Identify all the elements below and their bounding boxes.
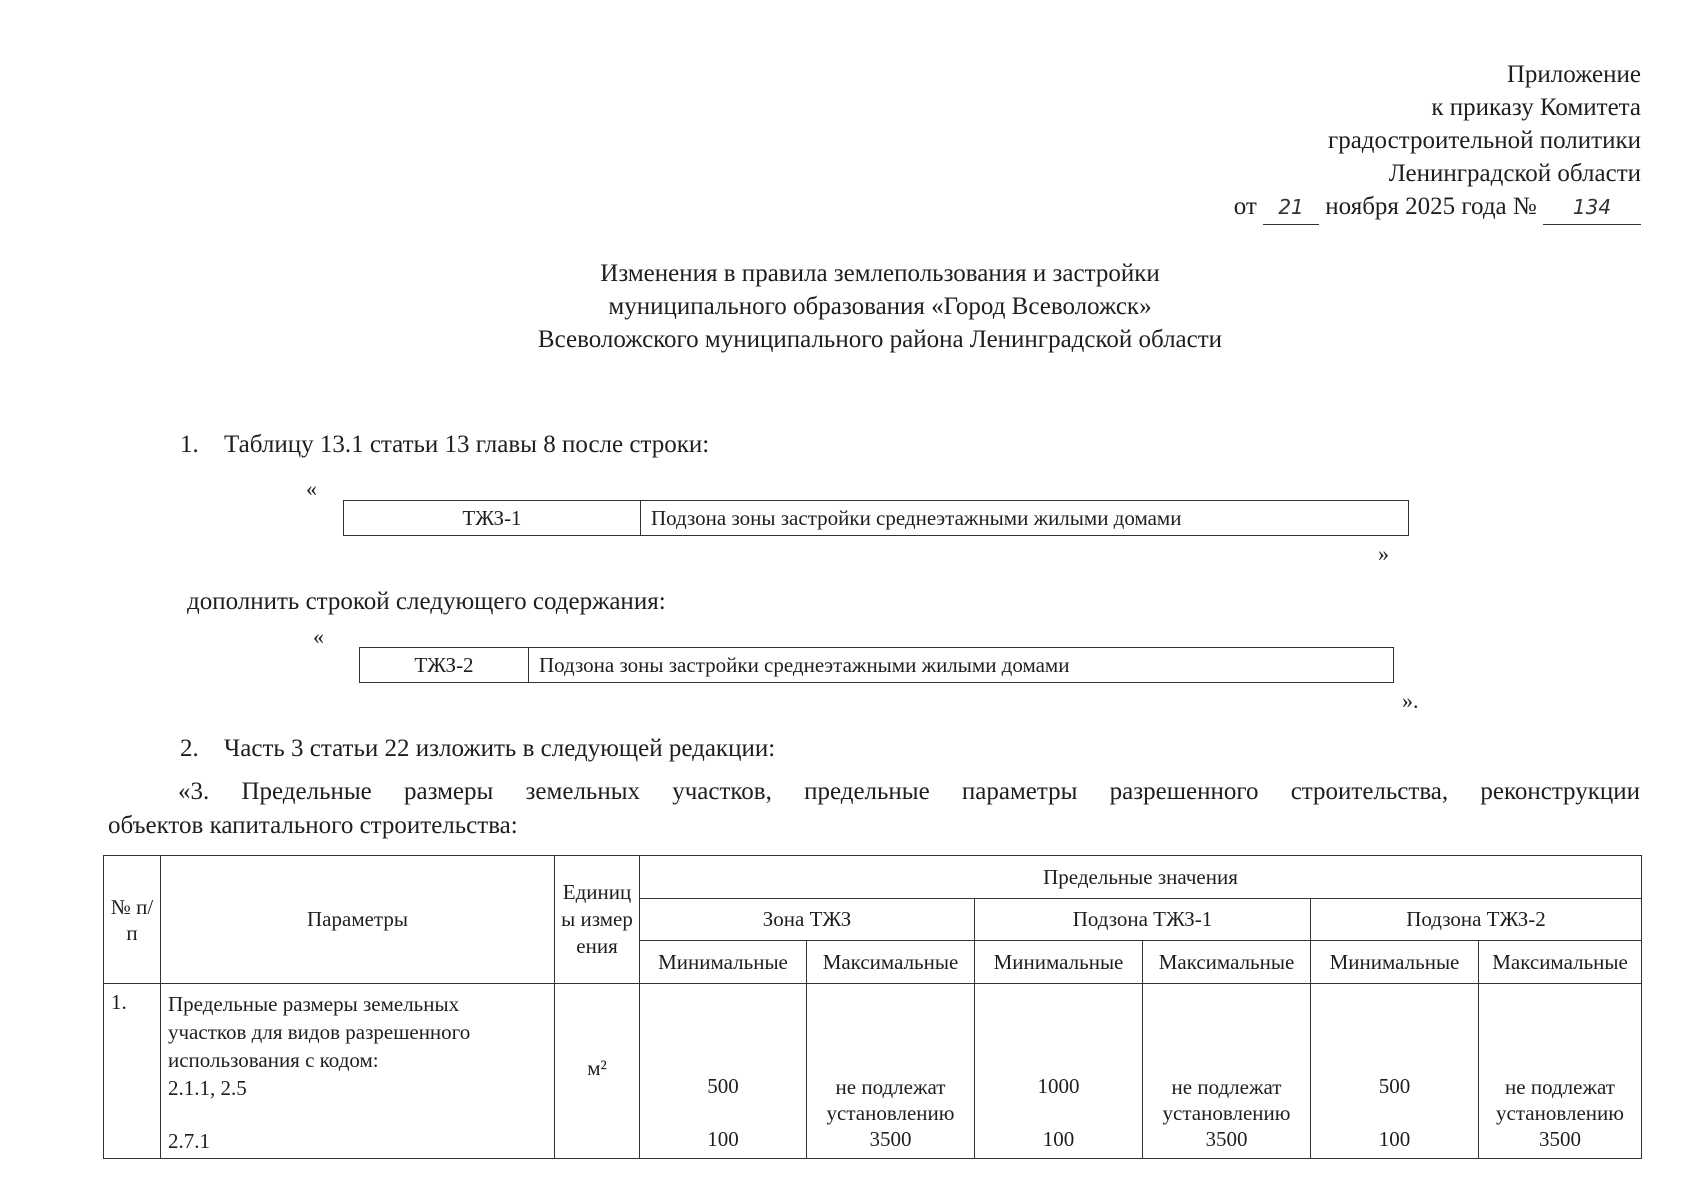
row1-z1-min [640,984,807,1159]
row1-z2-max [1143,984,1311,1159]
order-date-line [1234,190,1641,225]
row1-num: 1. [104,984,161,1159]
item2-number: 2. [180,735,199,762]
item1-text: Таблицу 13.1 статьи 13 главы 8 после строки: [224,431,710,458]
z3-max-header: Максимальные [1479,941,1642,984]
z3-min-b: 100 [1378,1127,1411,1151]
col-num-header: № п/п [104,856,161,984]
appendix-region: Ленинградской области [1388,160,1641,187]
z2-max-a: не подлежат установлению [1162,1075,1291,1125]
appendix-order-ref: к приказу Комитета [1431,94,1641,121]
z1-max-header: Максимальные [807,941,975,984]
row1-unit-value: м² [587,1056,607,1080]
date-prefix: от [1233,193,1257,220]
doc-title-line3: Всеволожского муниципального района Ленинградской области [537,326,1223,353]
row1-param-line3: использования с кодом: [168,1048,379,1072]
open-quote-2: « [313,624,324,649]
item2-text: Часть 3 статьи 22 изложить в следующей редакции: [224,735,776,762]
z2-max-header: Максимальные [1143,941,1311,984]
close-quote-2: ». [1402,688,1419,713]
new-row-table [359,647,1394,683]
item2-quote-line2: объектов капитального строительства: [108,812,518,839]
zone-tzh3-1-header: Подзона ТЖЗ-1 [975,899,1311,941]
z1-min-header: Минимальные [640,941,807,984]
z2-min-b: 100 [1042,1127,1075,1151]
order-number: 134 [1543,191,1641,225]
doc-title-line1: Изменения в правила землепользования и застройки [600,260,1160,287]
item1-number: 1. [180,431,199,458]
appendix-committee: градостроительной политики [1327,127,1641,154]
new-row-desc: Подзона зоны застройки среднеэтажными жилыми домами [529,648,1394,683]
doc-title-line2: муниципального образования «Город Всеволожск» [608,293,1152,320]
row1-code-b: 2.7.1 [168,1129,210,1153]
open-quote: « [306,476,317,501]
z1-min-b: 100 [707,1127,739,1151]
limits-table [103,855,1642,1159]
date-day: 21 [1263,191,1319,225]
item2-quote [108,775,1640,843]
row1-z3-max [1479,984,1642,1159]
limits-header: Предельные значения [640,856,1642,899]
col-units-header: Единицы измерения [555,856,640,984]
z3-max-b: 3500 [1539,1127,1581,1151]
z3-max-a: не подлежат установлению [1496,1075,1624,1125]
row1-z3-min [1311,984,1479,1159]
existing-row-code: ТЖЗ-1 [344,501,641,536]
appendix-label: Приложение [1506,61,1641,88]
z2-min-a: 1000 [1037,1074,1080,1098]
z3-min-header: Минимальные [1311,941,1479,984]
z3-min-a: 500 [1378,1074,1411,1098]
row1-param-line1: Предельные размеры земельных [168,992,460,1016]
table-row [104,984,1642,1159]
col-params-header: Параметры [161,856,555,984]
row1-param-line2: участков для видов разрешенного [168,1020,471,1044]
row1-unit [555,984,640,1159]
date-middle: ноября 2025 года № [1325,193,1537,220]
close-quote: » [1378,541,1389,566]
z1-max-a: не подлежат установлению [826,1075,955,1125]
z1-min-a: 500 [707,1074,739,1098]
zone-tzh3-2-header: Подзона ТЖЗ-2 [1311,899,1642,941]
existing-row-desc: Подзона зоны застройки среднеэтажными жилыми домами [641,501,1409,536]
row1-z2-min [975,984,1143,1159]
row1-params [161,984,555,1159]
z1-max-b: 3500 [869,1127,912,1151]
row1-z1-max [807,984,975,1159]
new-row-code: ТЖЗ-2 [360,648,529,683]
z2-max-b: 3500 [1205,1127,1248,1151]
existing-row-table [343,500,1409,536]
z2-min-header: Минимальные [975,941,1143,984]
zone-tzh3-header: Зона ТЖЗ [640,899,975,941]
item2-quote-line1: «3. Предельные размеры земельных участков, предельные параметры разрешенного строительства, реконструкции [178,778,1640,805]
row1-code-a: 2.1.1, 2.5 [168,1076,247,1100]
supplement-text: дополнить строкой следующего содержания: [187,588,666,615]
